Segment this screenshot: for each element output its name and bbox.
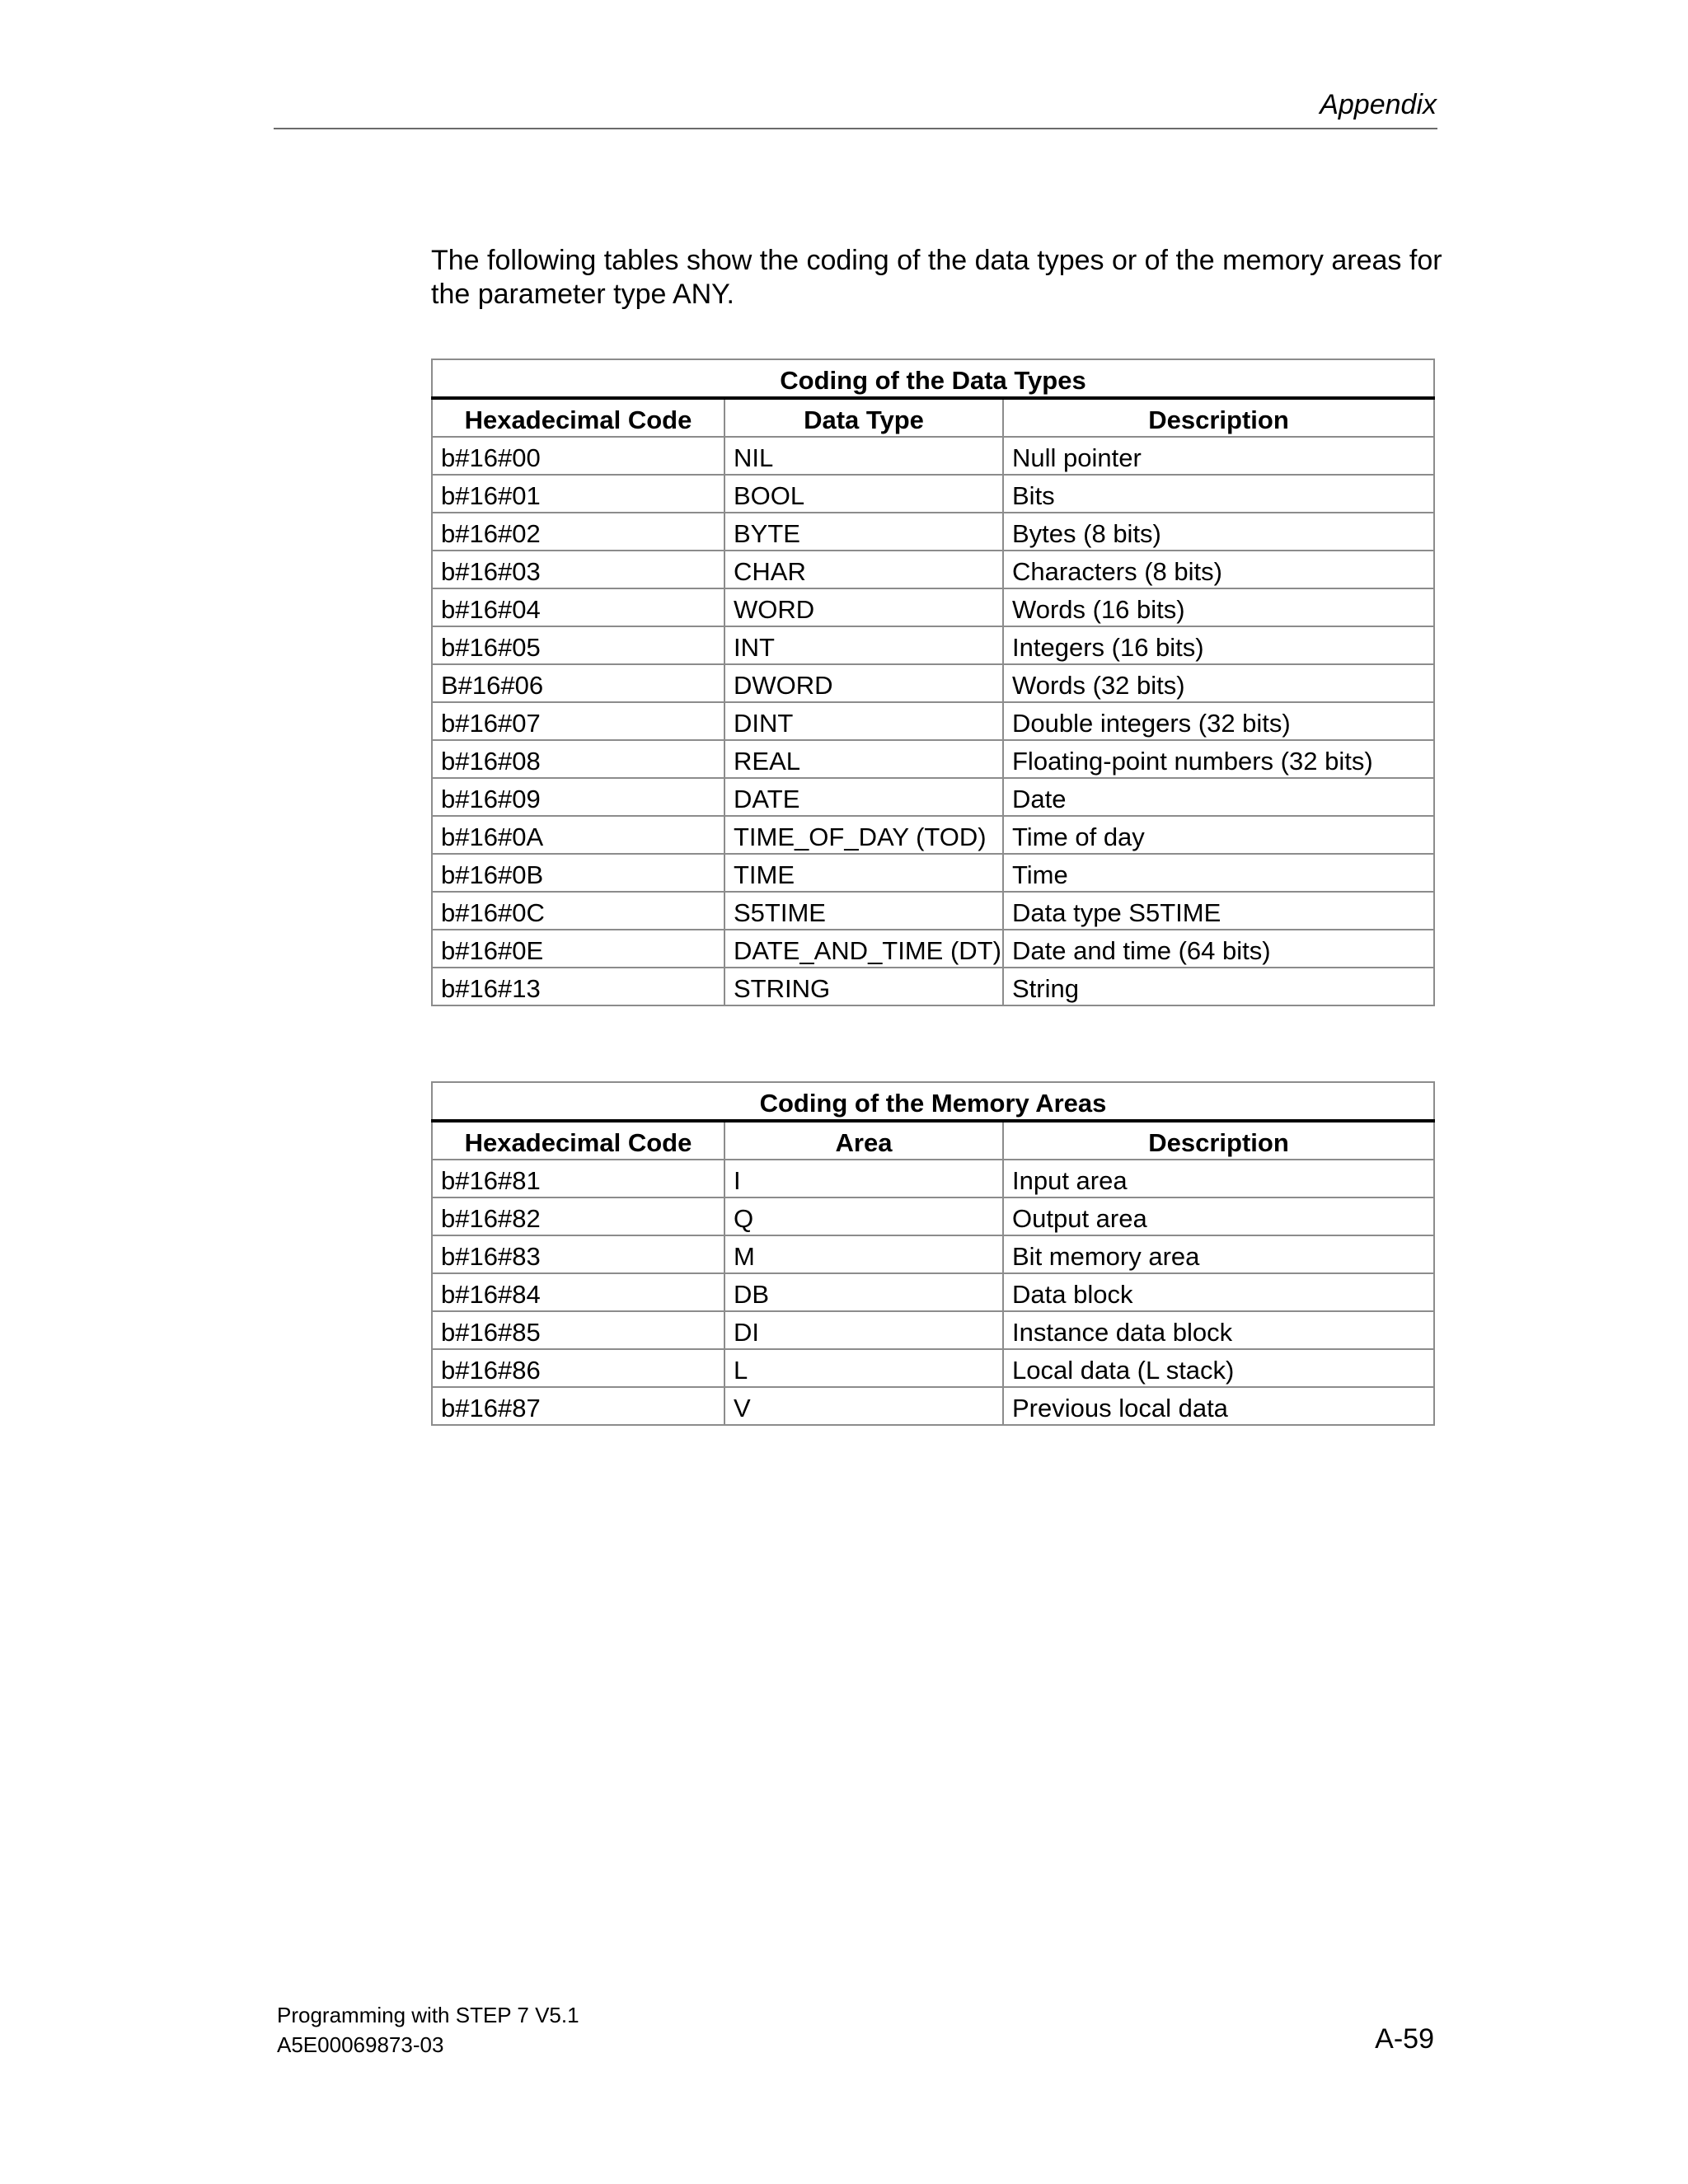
cell-description: Date bbox=[1003, 778, 1434, 816]
table-row bbox=[432, 551, 1434, 588]
cell-description: Characters (8 bits) bbox=[1003, 551, 1434, 588]
cell-description: Null pointer bbox=[1003, 437, 1434, 475]
cell-type: REAL bbox=[724, 740, 1003, 778]
cell-hex-code: b#16#07 bbox=[432, 702, 724, 740]
cell-hex-code: b#16#09 bbox=[432, 778, 724, 816]
cell-hex-code: b#16#13 bbox=[432, 968, 724, 1005]
cell-description: Data type S5TIME bbox=[1003, 892, 1434, 930]
table-row bbox=[432, 892, 1434, 930]
cell-hex-code: b#16#83 bbox=[432, 1235, 724, 1273]
footer-page-number: A-59 bbox=[1375, 2023, 1434, 2055]
cell-hex-code: b#16#0E bbox=[432, 930, 724, 968]
cell-hex-code: b#16#0B bbox=[432, 854, 724, 892]
table-row bbox=[432, 1273, 1434, 1311]
cell-type: DATE_AND_TIME (DT) bbox=[724, 930, 1003, 968]
cell-description: Previous local data bbox=[1003, 1387, 1434, 1425]
cell-hex-code: b#16#05 bbox=[432, 626, 724, 664]
table-row bbox=[432, 1197, 1434, 1235]
table-row bbox=[432, 1235, 1434, 1273]
cell-type: M bbox=[724, 1235, 1003, 1273]
column-header-hex-code: Hexadecimal Code bbox=[432, 398, 724, 437]
cell-hex-code: b#16#85 bbox=[432, 1311, 724, 1349]
cell-hex-code: B#16#06 bbox=[432, 664, 724, 702]
cell-type: V bbox=[724, 1387, 1003, 1425]
table-row bbox=[432, 1311, 1434, 1349]
cell-hex-code: b#16#0C bbox=[432, 892, 724, 930]
cell-hex-code: b#16#0A bbox=[432, 816, 724, 854]
table-row bbox=[432, 513, 1434, 551]
cell-type: I bbox=[724, 1160, 1003, 1197]
cell-hex-code: b#16#86 bbox=[432, 1349, 724, 1387]
table-row bbox=[432, 740, 1434, 778]
cell-hex-code: b#16#84 bbox=[432, 1273, 724, 1311]
cell-type: INT bbox=[724, 626, 1003, 664]
cell-type: TIME_OF_DAY (TOD) bbox=[724, 816, 1003, 854]
table-row bbox=[432, 1160, 1434, 1197]
footer-manual-title: Programming with STEP 7 V5.1 bbox=[277, 2003, 579, 2027]
cell-description: Bits bbox=[1003, 475, 1434, 513]
cell-description: Time of day bbox=[1003, 816, 1434, 854]
table-row bbox=[432, 816, 1434, 854]
table-row bbox=[432, 968, 1434, 1005]
table-row bbox=[432, 475, 1434, 513]
cell-description: Local data (L stack) bbox=[1003, 1349, 1434, 1387]
table-row bbox=[432, 664, 1434, 702]
footer-document-info bbox=[277, 2000, 579, 2060]
cell-description: Data block bbox=[1003, 1273, 1434, 1311]
cell-description: Integers (16 bits) bbox=[1003, 626, 1434, 664]
table-row bbox=[432, 778, 1434, 816]
table-body bbox=[432, 437, 1434, 1005]
footer-document-number: A5E00069873-03 bbox=[277, 2032, 444, 2057]
column-header-area: Area bbox=[724, 1121, 1003, 1160]
cell-hex-code: b#16#81 bbox=[432, 1160, 724, 1197]
cell-type: DWORD bbox=[724, 664, 1003, 702]
running-header-title: Appendix bbox=[1320, 89, 1437, 120]
cell-hex-code: b#16#04 bbox=[432, 588, 724, 626]
intro-paragraph: The following tables show the coding of the data types or of the memory areas for the parameter type ANY. bbox=[431, 245, 1442, 310]
column-header-hex-code: Hexadecimal Code bbox=[432, 1121, 724, 1160]
table-row bbox=[432, 702, 1434, 740]
cell-type: S5TIME bbox=[724, 892, 1003, 930]
table-caption: Coding of the Memory Areas bbox=[432, 1082, 1434, 1121]
cell-hex-code: b#16#08 bbox=[432, 740, 724, 778]
cell-description: Bytes (8 bits) bbox=[1003, 513, 1434, 551]
cell-description: Input area bbox=[1003, 1160, 1434, 1197]
cell-type: BOOL bbox=[724, 475, 1003, 513]
column-header-data-type: Data Type bbox=[724, 398, 1003, 437]
table-row bbox=[432, 588, 1434, 626]
column-header-description: Description bbox=[1003, 398, 1434, 437]
table-row bbox=[432, 930, 1434, 968]
table-row bbox=[432, 626, 1434, 664]
table-body bbox=[432, 1160, 1434, 1425]
cell-type: CHAR bbox=[724, 551, 1003, 588]
memory-areas-table bbox=[431, 1081, 1435, 1426]
cell-description: Instance data block bbox=[1003, 1311, 1434, 1349]
cell-type: DI bbox=[724, 1311, 1003, 1349]
cell-type: DINT bbox=[724, 702, 1003, 740]
data-types-table bbox=[431, 359, 1435, 1006]
column-header-description: Description bbox=[1003, 1121, 1434, 1160]
cell-description: Floating-point numbers (32 bits) bbox=[1003, 740, 1434, 778]
cell-description: Bit memory area bbox=[1003, 1235, 1434, 1273]
cell-type: Q bbox=[724, 1197, 1003, 1235]
cell-description: Date and time (64 bits) bbox=[1003, 930, 1434, 968]
cell-type: TIME bbox=[724, 854, 1003, 892]
table-row bbox=[432, 854, 1434, 892]
cell-hex-code: b#16#03 bbox=[432, 551, 724, 588]
table-row bbox=[432, 437, 1434, 475]
cell-hex-code: b#16#01 bbox=[432, 475, 724, 513]
table-row bbox=[432, 1387, 1434, 1425]
cell-hex-code: b#16#00 bbox=[432, 437, 724, 475]
cell-description: Output area bbox=[1003, 1197, 1434, 1235]
cell-description: Words (32 bits) bbox=[1003, 664, 1434, 702]
cell-type: NIL bbox=[724, 437, 1003, 475]
header-divider bbox=[274, 128, 1437, 129]
cell-type: STRING bbox=[724, 968, 1003, 1005]
table-caption: Coding of the Data Types bbox=[432, 359, 1434, 398]
cell-type: BYTE bbox=[724, 513, 1003, 551]
cell-hex-code: b#16#87 bbox=[432, 1387, 724, 1425]
cell-hex-code: b#16#02 bbox=[432, 513, 724, 551]
table-row bbox=[432, 1349, 1434, 1387]
cell-description: Words (16 bits) bbox=[1003, 588, 1434, 626]
cell-description: String bbox=[1003, 968, 1434, 1005]
cell-type: DB bbox=[724, 1273, 1003, 1311]
cell-type: DATE bbox=[724, 778, 1003, 816]
cell-type: WORD bbox=[724, 588, 1003, 626]
cell-hex-code: b#16#82 bbox=[432, 1197, 724, 1235]
cell-type: L bbox=[724, 1349, 1003, 1387]
cell-description: Time bbox=[1003, 854, 1434, 892]
cell-description: Double integers (32 bits) bbox=[1003, 702, 1434, 740]
